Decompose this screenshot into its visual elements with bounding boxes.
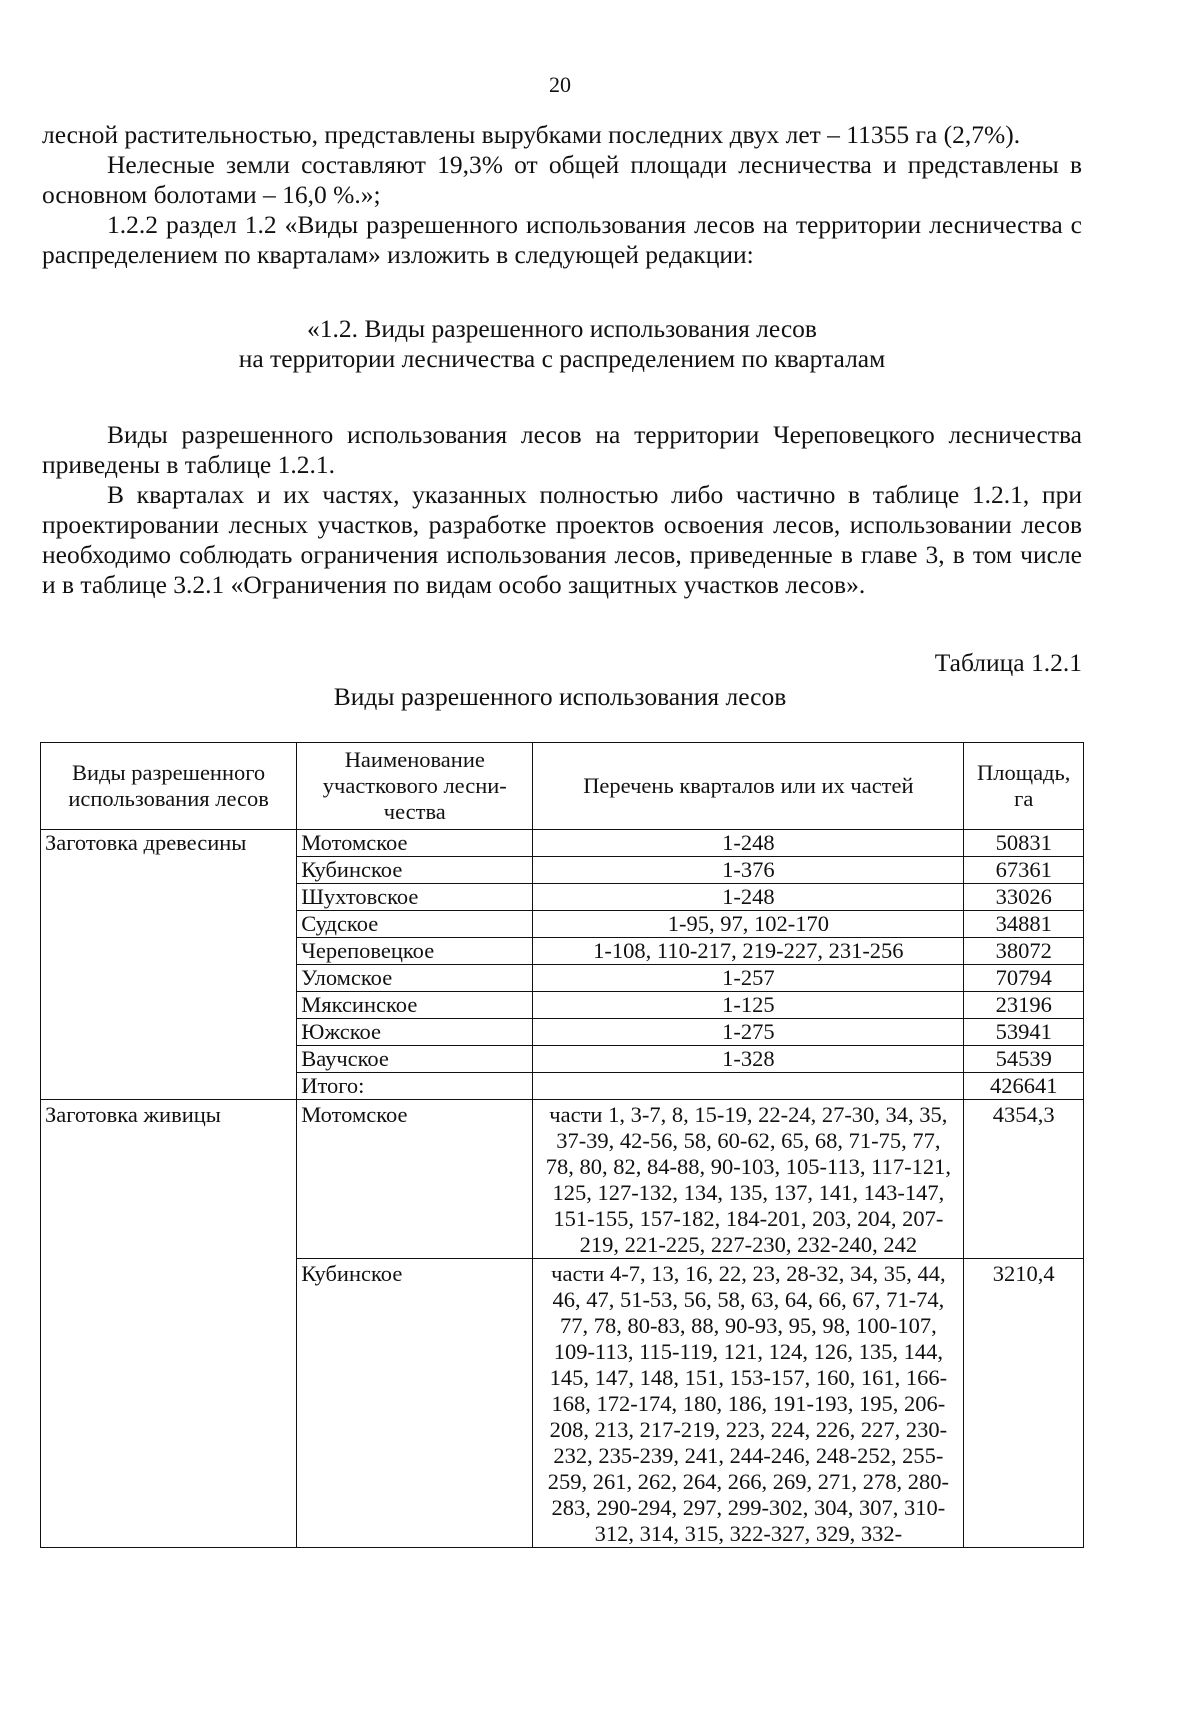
district-cell: Уломское	[297, 965, 533, 992]
section-body	[42, 420, 1082, 600]
use-type-cell-empty	[41, 938, 297, 965]
area-cell: 53941	[964, 1019, 1084, 1046]
quarters-cell: 1-376	[533, 857, 964, 884]
district-cell: Шухтовское	[297, 884, 533, 911]
table-row	[41, 884, 1084, 911]
total-area-cell: 426641	[964, 1073, 1084, 1100]
district-cell: Мяксинское	[297, 992, 533, 1019]
header-area: Площадь, га	[964, 743, 1084, 830]
district-cell: Ваучское	[297, 1046, 533, 1073]
table-row	[41, 1046, 1084, 1073]
area-cell: 23196	[964, 992, 1084, 1019]
page-number: 20	[549, 72, 571, 97]
use-type-cell-empty	[41, 1259, 297, 1548]
district-cell: Кубинское	[297, 857, 533, 884]
district-cell: Череповецкое	[297, 938, 533, 965]
intro-text	[42, 120, 1082, 270]
section-heading	[42, 314, 1082, 374]
table-row	[41, 1019, 1084, 1046]
area-cell: 50831	[964, 830, 1084, 857]
area-cell: 67361	[964, 857, 1084, 884]
use-type-cell-empty	[41, 1073, 297, 1100]
paragraph-amendment: 1.2.2 раздел 1.2 «Виды разрешенного использования лесов на территории лесничества с распределением по кварталам» изложить в следующей редакции:	[42, 210, 1082, 269]
quarters-cell: 1-108, 110-217, 219-227, 231-256	[533, 938, 964, 965]
district-cell: Южское	[297, 1019, 533, 1046]
quarters-cell: 1-257	[533, 965, 964, 992]
quarters-cell: 1-328	[533, 1046, 964, 1073]
area-cell: 54539	[964, 1046, 1084, 1073]
area-cell: 33026	[964, 884, 1084, 911]
table-row	[41, 857, 1084, 884]
section-heading-line1: «1.2. Виды разрешенного использования лесов	[307, 314, 817, 343]
area-cell: 3210,4	[964, 1259, 1084, 1548]
total-label-cell: Итого:	[297, 1073, 533, 1100]
district-cell: Мотомское	[297, 830, 533, 857]
use-type-cell-empty	[41, 1019, 297, 1046]
forest-use-table	[40, 742, 1084, 1548]
use-type-cell-empty	[41, 965, 297, 992]
quarters-cell: части 1, 3-7, 8, 15-19, 22-24, 27-30, 34, 35, 37-39, 42-56, 58, 60-62, 65, 68, 71-75, 77, 78, 80, 82, 84-88, 90-103, 105-113, 117-121, 125, 127-132, 134, 135, 137, 141, 143-147, 151-155, 157-182, 184-201, 203, 204, 207-219, 221-225, 227-230, 232-240, 242	[533, 1100, 964, 1259]
use-type-cell-empty	[41, 884, 297, 911]
table-row	[41, 1259, 1084, 1548]
use-type-cell-empty	[41, 992, 297, 1019]
area-cell: 38072	[964, 938, 1084, 965]
table-row	[41, 830, 1084, 857]
use-type-cell: Заготовка живицы	[41, 1100, 297, 1259]
quarters-cell: 1-95, 97, 102-170	[533, 911, 964, 938]
area-cell: 4354,3	[964, 1100, 1084, 1259]
table-label: Таблица 1.2.1	[934, 648, 1082, 677]
quarters-cell	[533, 1073, 964, 1100]
paragraph-uses: Виды разрешенного использования лесов на территории Череповецкого лесничества приведены в таблице 1.2.1.	[42, 420, 1082, 479]
area-cell: 70794	[964, 965, 1084, 992]
header-use-type: Виды разрешенного использования лесов	[41, 743, 297, 830]
table-header-row	[41, 743, 1084, 830]
district-cell: Судское	[297, 911, 533, 938]
area-cell: 34881	[964, 911, 1084, 938]
district-cell: Мотомское	[297, 1100, 533, 1259]
table-row-total	[41, 1073, 1084, 1100]
table-row	[41, 938, 1084, 965]
district-cell: Кубинское	[297, 1259, 533, 1548]
table-row	[41, 911, 1084, 938]
use-type-cell-empty	[41, 857, 297, 884]
use-type-cell-empty	[41, 1046, 297, 1073]
header-district: Наименование участкового лесни-чества	[297, 743, 533, 830]
quarters-cell: 1-248	[533, 884, 964, 911]
quarters-cell: 1-248	[533, 830, 964, 857]
section-heading-line2: на территории лесничества с распределением по кварталам	[238, 344, 886, 373]
table-title: Виды разрешенного использования лесов	[333, 682, 787, 711]
paragraph-restrictions: В кварталах и их частях, указанных полностью либо частично в таблице 1.2.1, при проектировании лесных участков, разработке проектов освоения лесов, использовании лесов необходимо соблюдать ограничения использования лесов, приведенные в главе 3, в том числе и в таблице 3.2.1 «Ограничения по видам особо защитных участков лесов».	[42, 480, 1082, 599]
header-quarters: Перечень кварталов или их частей	[533, 743, 964, 830]
quarters-cell: части 4-7, 13, 16, 22, 23, 28-32, 34, 35, 44, 46, 47, 51-53, 56, 58, 63, 64, 66, 67, 71-74, 77, 78, 80-83, 88, 90-93, 95, 98, 100-107, 109-113, 115-119, 121, 124, 126, 135, 144, 145, 147, 148, 151, 153-157, 160, 161, 166-168, 172-174, 180, 186, 191-193, 195, 206-208, 213, 217-219, 223, 224, 226, 227, 230-232, 235-239, 241, 244-246, 248-252, 255-259, 261, 262, 264, 266, 269, 271, 278, 280-283, 290-294, 297, 299-302, 304, 307, 310-312, 314, 315, 322-327, 329, 332-	[533, 1259, 964, 1548]
use-type-cell-empty	[41, 911, 297, 938]
quarters-cell: 1-275	[533, 1019, 964, 1046]
paragraph-nonforest: Нелесные земли составляют 19,3% от общей площади лесничества и представлены в основном болотами – 16,0 %.»;	[42, 150, 1082, 209]
quarters-cell: 1-125	[533, 992, 964, 1019]
table-row	[41, 1100, 1084, 1259]
paragraph-continuation: лесной растительностью, представлены вырубками последних двух лет – 11355 га (2,7%).	[42, 120, 1021, 149]
table-row	[41, 965, 1084, 992]
use-type-cell: Заготовка древесины	[41, 830, 297, 857]
table-row	[41, 992, 1084, 1019]
